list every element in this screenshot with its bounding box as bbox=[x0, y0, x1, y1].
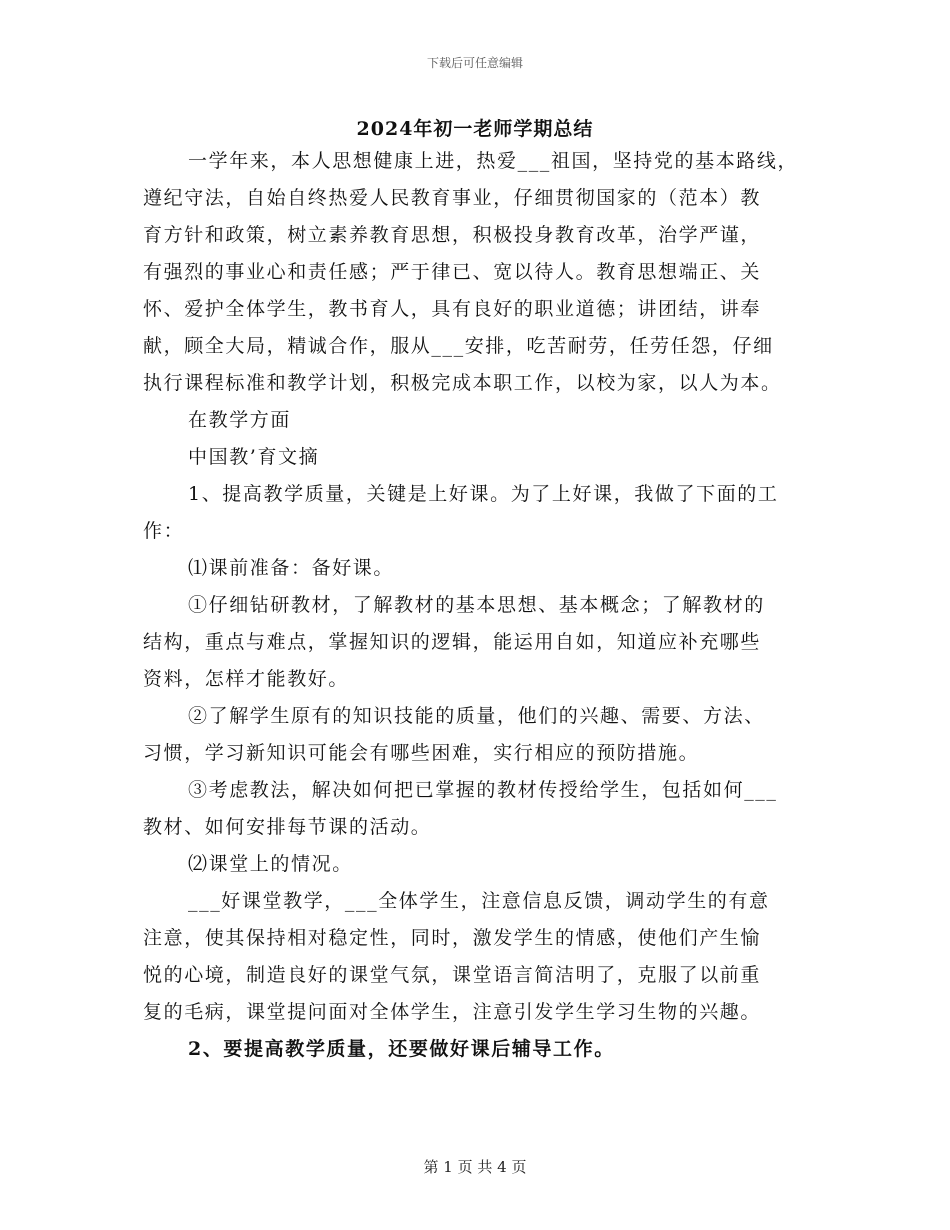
paragraph-line: 育方针和政策，树立素养教育思想，积极投身教育改革，治学严谨， bbox=[143, 224, 762, 246]
paragraph-line: 有强烈的事业心和责任感；严于律已、宽以待人。教育思想端正、关 bbox=[143, 261, 762, 283]
page-number-footer: 第 1 页 共 4 页 bbox=[423, 1158, 527, 1176]
paragraph-line: 结构，重点与难点，掌握知识的逻辑，能运用自如，知道应补充哪些 bbox=[143, 631, 762, 653]
paragraph-line: 作： bbox=[143, 520, 185, 542]
subsection-heading: ⑵课堂上的情况。 bbox=[188, 853, 353, 875]
paragraph-line: 中国教’育文摘 bbox=[188, 446, 320, 468]
section-heading: 在教学方面 bbox=[188, 409, 292, 431]
paragraph-line: ①仔细钻研教材，了解教材的基本思想、基本概念；了解教材的 bbox=[188, 594, 765, 616]
paragraph-line: 献，顾全大局，精诚合作，服从___安排，吃苦耐劳，任劳任怨，仔细 bbox=[143, 335, 774, 357]
paragraph-line: 注意，使其保持相对稳定性，同时，激发学生的情感，使他们产生愉 bbox=[143, 927, 762, 949]
paragraph-line: 执行课程标准和教学计划，积极完成本职工作，以校为家，以人为本。 bbox=[143, 372, 782, 394]
paragraph-line: ③考虑教法，解决如何把已掌握的教材传授给学生，包括如何___ bbox=[188, 779, 778, 801]
bold-heading: 2、要提高教学质量，还要做好课后辅导工作。 bbox=[188, 1038, 615, 1060]
document-body bbox=[143, 150, 823, 1075]
paragraph-line: 1、提高教学质量，关键是上好课。为了上好课，我做了下面的工 bbox=[188, 483, 779, 505]
document-title: 2024年初一老师学期总结 bbox=[356, 118, 594, 140]
paragraph-line: 怀、爱护全体学生，教书育人，具有良好的职业道德；讲团结，讲奉 bbox=[143, 298, 762, 320]
paragraph-line: 习惯，学习新知识可能会有哪些困难，实行相应的预防措施。 bbox=[143, 742, 700, 764]
paragraph-line: ②了解学生原有的知识技能的质量，他们的兴趣、需要、方法、 bbox=[188, 705, 765, 727]
paragraph-line: 悦的心境，制造良好的课堂气氛，课堂语言简洁明了，克服了以前重 bbox=[143, 964, 762, 986]
paragraph-line: 复的毛病，课堂提问面对全体学生，注意引发学生学习生物的兴趣。 bbox=[143, 1001, 762, 1023]
subsection-heading: ⑴课前准备：备好课。 bbox=[188, 557, 395, 579]
paragraph-line: ___好课堂教学，___全体学生，注意信息反馈，调动学生的有意 bbox=[188, 890, 770, 912]
paragraph-line: 资料，怎样才能教好。 bbox=[143, 668, 350, 690]
paragraph-line: 一学年来，本人思想健康上进，热爱___祖国，坚持党的基本路线， bbox=[188, 150, 799, 172]
paragraph-line: 教材、如何安排每节课的活动。 bbox=[143, 816, 432, 838]
paragraph-line: 遵纪守法，自始自终热爱人民教育事业，仔细贯彻国家的（范本）教 bbox=[143, 187, 762, 209]
header-note: 下载后可任意编辑 bbox=[426, 56, 523, 70]
